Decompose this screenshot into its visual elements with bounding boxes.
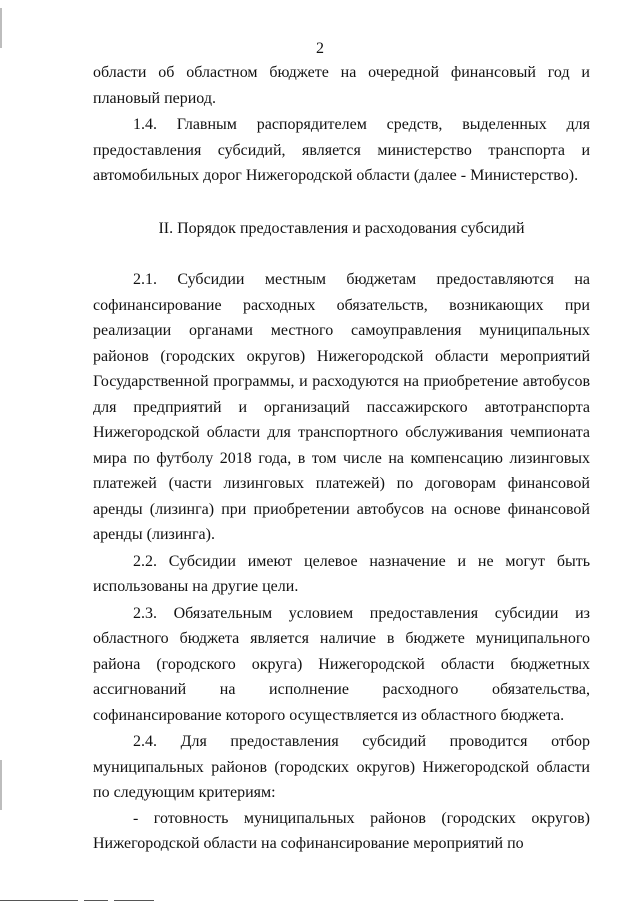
paragraph-budget-period: области об областном бюджете на очередной финансовый год и плановый период.	[93, 64, 590, 107]
paragraph-2-3: 2.3. Обязательным условием предоставления субсидии из областного бюджета является наличие в бюджете муниципального района (городского округа) Нижегородской области бюджетных ассигнований на исполнение расходного обязательства, софинансирование которого осуществляется из областного бюджета.	[93, 604, 590, 724]
paragraph-1-4: 1.4. Главным распорядителем средств, выделенных для предоставления субсидий, является министерство транспорта и автомобильных дорог Нижегородской области (далее - Министерство).	[93, 116, 590, 184]
section-heading: II. Порядок предоставления и расходования субсидий	[158, 219, 525, 237]
paragraph-2-2: 2.2. Субсидии имеют целевое назначение и не могут быть использованы на другие цели.	[93, 552, 590, 595]
paragraph-criterion: - готовность муниципальных районов (городских округов) Нижегородской области на софинансирование мероприятий по	[93, 809, 590, 852]
footer-rule	[84, 900, 108, 901]
page-number: 2	[316, 40, 324, 57]
paragraph-2-4: 2.4. Для предоставления субсидий проводится отбор муниципальных районов (городских округов) Нижегородской области по следующим критериям:	[93, 733, 590, 801]
paragraph-2-1: 2.1. Субсидии местным бюджетам предоставляются на софинансирование расходных обязательств, возникающих при реализации органами местного самоуправления муниципальных районов (городских округов) Нижегородской области мероприятий Государственной программы, и расходуются на приобретение автобусов для предприятий и организаций пассажирского автотранспорта Нижегородской области для транспортного обслуживания чемпионата мира по футболу 2018 года, в том числе на компенсацию лизинговых платежей (части лизинговых платежей) по договорам финансовой аренды (лизинга) при приобретении автобусов на основе финансовой аренды (лизинга).	[93, 271, 590, 543]
scan-edge-mark	[0, 760, 2, 810]
footer-rule	[114, 900, 154, 901]
footer-rule	[0, 900, 78, 901]
document-body	[93, 60, 590, 857]
